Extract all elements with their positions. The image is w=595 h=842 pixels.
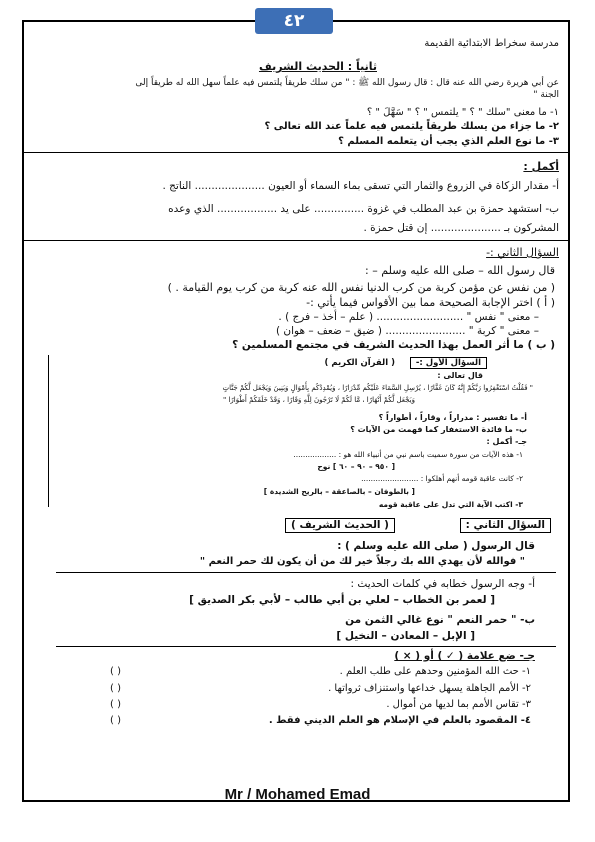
quran-c1-options: [ ٩٥٠ – ٩٠ – ٦٠ ] نوح xyxy=(317,462,395,471)
q2-part-b: ( ب ) ما أثر العمل بهذا الحديث الشريف في مجتمع المسلمين ؟ xyxy=(232,339,555,351)
school-name: مدرسة سخراط الابتدائية القديمة xyxy=(424,38,559,49)
hadith-q-title: السؤال الثاني : xyxy=(460,518,551,533)
quran-q-a: أ- ما تفسير : مدراراً ، وقاراً ، أطواراً ؟ xyxy=(378,413,527,422)
answer-box-4[interactable]: ( ) xyxy=(110,715,121,726)
question-3: ٣- ما نوع العلم الذي يجب أن يتعلمه المسلم ؟ xyxy=(338,136,559,147)
divider-2 xyxy=(24,240,568,241)
complete-a: أ- مقدار الزكاة في الزروع والثمار التي تسقى بماء السماء أو العيون ..................... الناتج . xyxy=(162,180,559,192)
part2-title: ثانياً : الحديث الشريف xyxy=(258,60,377,73)
q2-meaning-2: – معنى " كربة " ........................ ( ضيق – ضعف – هوان ) xyxy=(276,325,539,337)
hadith-q-a-options: [ لعمر بن الخطاب – لعلي بن أبي طالب – لأبي بكر الصديق ] xyxy=(189,594,495,606)
quran-q-c: جـ- أكمل : xyxy=(486,437,527,446)
hadith-q-c: جـ- ضع علامة ( ✓ ) أو ( × ) xyxy=(394,650,535,662)
hadith-line-2: الجنة " xyxy=(533,90,559,100)
complete-title: أكمل : xyxy=(523,160,559,173)
question-2: ٢- ما جزاء من يسلك طريقاً يلتمس فيه علماً عند الله تعالى ؟ xyxy=(264,121,559,132)
true-false-2: ٢- الأمم الجاهلة يسهل خداعها واستنزاف ثرواتها . xyxy=(328,683,531,694)
answer-box-2[interactable]: ( ) xyxy=(110,683,121,694)
hadith-line-1: عن أبي هريرة رضي الله عنه قال : قال رسول الله ﷺ : " من سلك طريقاً يلتمس فيه علماً سهل الله له طريقاً إلى xyxy=(135,78,559,88)
quran-q-subtitle: ( القرآن الكريم ) xyxy=(324,358,395,368)
complete-b-line2: المشركون بـ ..................... إن قتل حمزة . xyxy=(363,222,559,234)
complete-b-line1: ب- استشهد حمزة بن عبد المطلب في غزوة ............... على يد .................. الذي وعده xyxy=(168,203,559,215)
q2-intro: قال رسول الله – صلى الله عليه وسلم – : xyxy=(365,264,555,277)
hadith-q-intro: قال الرسول ( صلى الله عليه وسلم ) : xyxy=(337,540,535,552)
answer-box-3[interactable]: ( ) xyxy=(110,699,121,710)
quran-q-b: ب- ما فائدة الاستغفار كما فهمت من الآيات ؟ xyxy=(350,425,527,434)
quran-c3: ٣- اكتب الآية التي تدل على عاقبة قومه xyxy=(378,500,523,509)
hadith-q-text: " فوالله لأن يهدي الله بك رجلاً خير لك من أن يكون لك حمر النعم " xyxy=(199,556,525,567)
q2-section-title: السؤال الثاني :- xyxy=(486,246,559,259)
quran-q-title: السؤال الأول :- xyxy=(410,357,487,369)
answer-box-1[interactable]: ( ) xyxy=(110,666,121,677)
quran-c2: ٢- كانت عاقبة قومه أنهم أهلكوا : ........................ xyxy=(361,474,523,483)
author-signature: Mr / Mohamed Emad xyxy=(224,786,371,803)
divider-4 xyxy=(56,646,556,647)
left-rule xyxy=(48,355,49,507)
quran-c2-options: [ بالطوفان – بالصاعقة – بالريح الشديدة ] xyxy=(263,487,415,496)
q2-part-a: ( أ ) اختر الإجابة الصحيحة مما بين الأقواس فيما يأتي :- xyxy=(306,296,555,309)
true-false-4: ٤- المقصود بالعلم في الإسلام هو العلم الديني فقط . xyxy=(268,715,531,726)
hadith-q-b: ب- " حمر النعم " نوع غالي الثمن من xyxy=(345,614,535,626)
quran-c1: ١- هذه الآيات من سورة سميت باسم نبي من أنبياء الله هو : .................. xyxy=(293,450,523,459)
quran-verse-line2: وَيَجْعَل لَّكُمْ أَنْهَارًا ، مَّا لَكُمْ لَا تَرْجُونَ لِلَّهِ وَقَارًا ، وَقَدْ خَلَقَكُمْ أَطْوَارًا " xyxy=(223,396,415,404)
q2-meaning-1: – معنى " نفس " .......................... ( علم – أخذ – فرج ) . xyxy=(278,311,539,323)
true-false-1: ١- حث الله المؤمنين وحدهم على طلب العلم . xyxy=(339,666,531,677)
quran-qala: قال تعالى : xyxy=(437,371,483,380)
question-1: ١- ما معنى "سلك " ؟ " يلتمس " ؟ " سَهَّلَ " ؟ xyxy=(366,107,559,118)
quran-verse-line1: " فَقُلْتُ اسْتَغْفِرُوا رَبَّكُمْ إِنَّهُ كَانَ غَفَّارًا ، يُرْسِلِ السَّمَاءَ عَلَيْكُم مِّدْرَارًا ، وَيُمْدِدْكُم بِأَمْوَالٍ وَبَنِينَ وَيَجْعَل لَّكُمْ جَنَّاتٍ xyxy=(222,384,533,392)
hadith-q-subtitle: ( الحديث الشريف ) xyxy=(285,518,395,533)
q2-hadith: ( من نفس عن مؤمن كربة من كرب الدنيا نفس الله عنه كربة من كرب يوم القيامة . ) xyxy=(167,281,555,294)
divider-1 xyxy=(24,152,568,153)
divider-3 xyxy=(56,572,556,573)
hadith-q-a: أ- وجه الرسول خطابه في كلمات الحديث : xyxy=(350,578,535,590)
true-false-3: ٣- تقاس الأمم بما لديها من أموال . xyxy=(386,699,531,710)
page-number: ٤٢ xyxy=(255,8,333,34)
hadith-q-b-options: [ الإبل – المعادن – النخيل ] xyxy=(336,630,475,642)
